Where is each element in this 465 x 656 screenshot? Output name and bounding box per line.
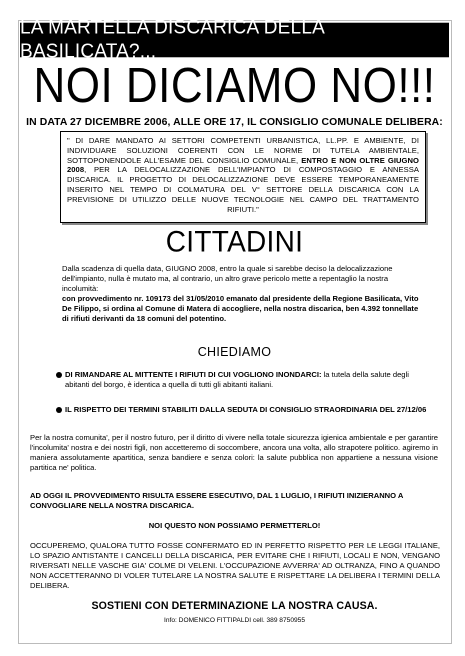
closing-slogan: SOSTIENI CON DETERMINAZIONE LA NOSTRA CAUSA. [91,600,378,612]
bullet-text [65,370,428,390]
bullet-icon [56,407,62,413]
section-title-cittadini: CITTADINI [165,225,304,258]
quote-part2: , PER LA DELOCALIZZAZIONE DELL'IMPIANTO DI COMPOSTAGGIO E ANNESSA DISCARICA. IL PROGETTO DI DELOCALIZZAZIONE DEVE ESSERE TEMPORANEAMENTE INSERITO NEL TEMPO DI COLMATURA DEL V° SETTORE DELLA DISCARICA CON LA PREVISIONE DI UTILIZZO DELLE NUOVE TECNOLOGIE NEL CAMPO DEL TRATTAMENTO RIFIUTI." [67,165,419,214]
resolution-quote [67,136,419,214]
quote-part1: " DI DARE MANDATO AI SETTORI COMPETENTI URBANISTICA, LL.PP. E AMBIENTE, DI INDIVIDUARE SOLUZIONI COERENTI CON LE NORME DI TUTELA AMBIENTALE, SOTTOPONENDOLE ALL'ESAME DEL CONSIGLIO COMUNALE, [67,136,419,165]
paragraph-deadline: Dalla scadenza di quella data, GIUGNO 2008, entro la quale si sarebbe deciso la delocalizzazione dell'impianto, nulla è mutato ma, al contrario, un altro grave pericolo mette a repentaglio la nostra incolumità: [62,264,393,293]
bullet-heading: IL RISPETTO DEI TERMINI STABILITI DALLA SEDUTA DI CONSIGLIO STRAORDINARIA DEL 27/12/06 [65,405,427,414]
quote-deadline: ENTRO E NON OLTRE GIUGNO 2008 [67,155,419,175]
bullet-text [65,405,426,415]
section-title-chiediamo: CHIEDIAMO [197,345,272,359]
paragraph-refusal: NOI QUESTO NON POSSIAMO PERMETTERLO! [148,521,321,530]
bullet-icon [56,372,62,378]
paragraph-community: Per la nostra comunita', per il nostro futuro, per il diritto di vivere nella totale sicurezza igienica ambientale e per garantire l'incolumita' nostra e dei nostri figli, non accetteremo di soccombere, ancora una volta, allo strapotere politico. agiremo in maniera assolutamente apartitica, senza bandiere e senza colori: la salute pubblica non appartiene a nessuna visione partitica ne' politica. [30,433,438,472]
bullet-body: la tutela della salute degli abitanti del borgo, è identica a quella di tutti gli abitanti italiani. [65,370,409,389]
bullet-heading: DI RIMANDARE AL MITTENTE I RIFIUTI DI CUI VOGLIONO INONDARCI: [65,370,322,379]
list-item [56,405,428,415]
headline: NOI DICIAMO NO!!! [33,58,436,114]
contact-info: Info: DOMENICO FITTIPALDI cell. 389 8750955 [164,617,305,624]
paragraph-executive: AD OGGI IL PROVVEDIMENTO RISULTA ESSERE ESECUTIVO, DAL 1 LUGLIO, I RIFIUTI INIZIERANNO A CONVOGLIARE NELLA NOSTRA DISCARICA. [30,491,404,510]
paragraph-decree: con provvedimento nr. 109173 del 31/05/2010 emanato dal presidente della Regione Basilicata, Vito De Filippo, si ordina al Comune di Matera di accogliere, nella nostra discarica, ben 4.392 tonnellate di rifiuti derivanti da 18 comuni del potentino. [62,294,419,323]
list-item [56,370,428,390]
paragraph-occupation: OCCUPEREMO, QUALORA TUTTO FOSSE CONFERMATO ED IN PERFETTO RISPETTO PER LE LEGGI ITALIANE, LO SPAZIO ANTISTANTE I CANCELLI DELLA DISCARICA, PER EVITARE CHE I RIFIUTI, LOCALI E NON, VENGANO RIVERSATI NELLE VASCHE GIA' COLME DI VELENI. L'OCCUPAZIONE AVVERRA' AD OLTRANZA, FINO A QUANDO NON ACCETTERANNO DI VOLER TUTELARE LA NOSTRA SALUTE E RISPETTARE LA DELIBERA I TERMINI DELLA DELIBERA. [30,541,440,590]
date-line: IN DATA 27 DICEMBRE 2006, ALLE ORE 17, IL CONSIGLIO COMUNALE DELIBERA: [26,117,443,128]
resolution-quote-box [60,131,426,223]
top-banner: LA MARTELLA DISCARICA DELLA BASILICATA?... [20,23,449,58]
